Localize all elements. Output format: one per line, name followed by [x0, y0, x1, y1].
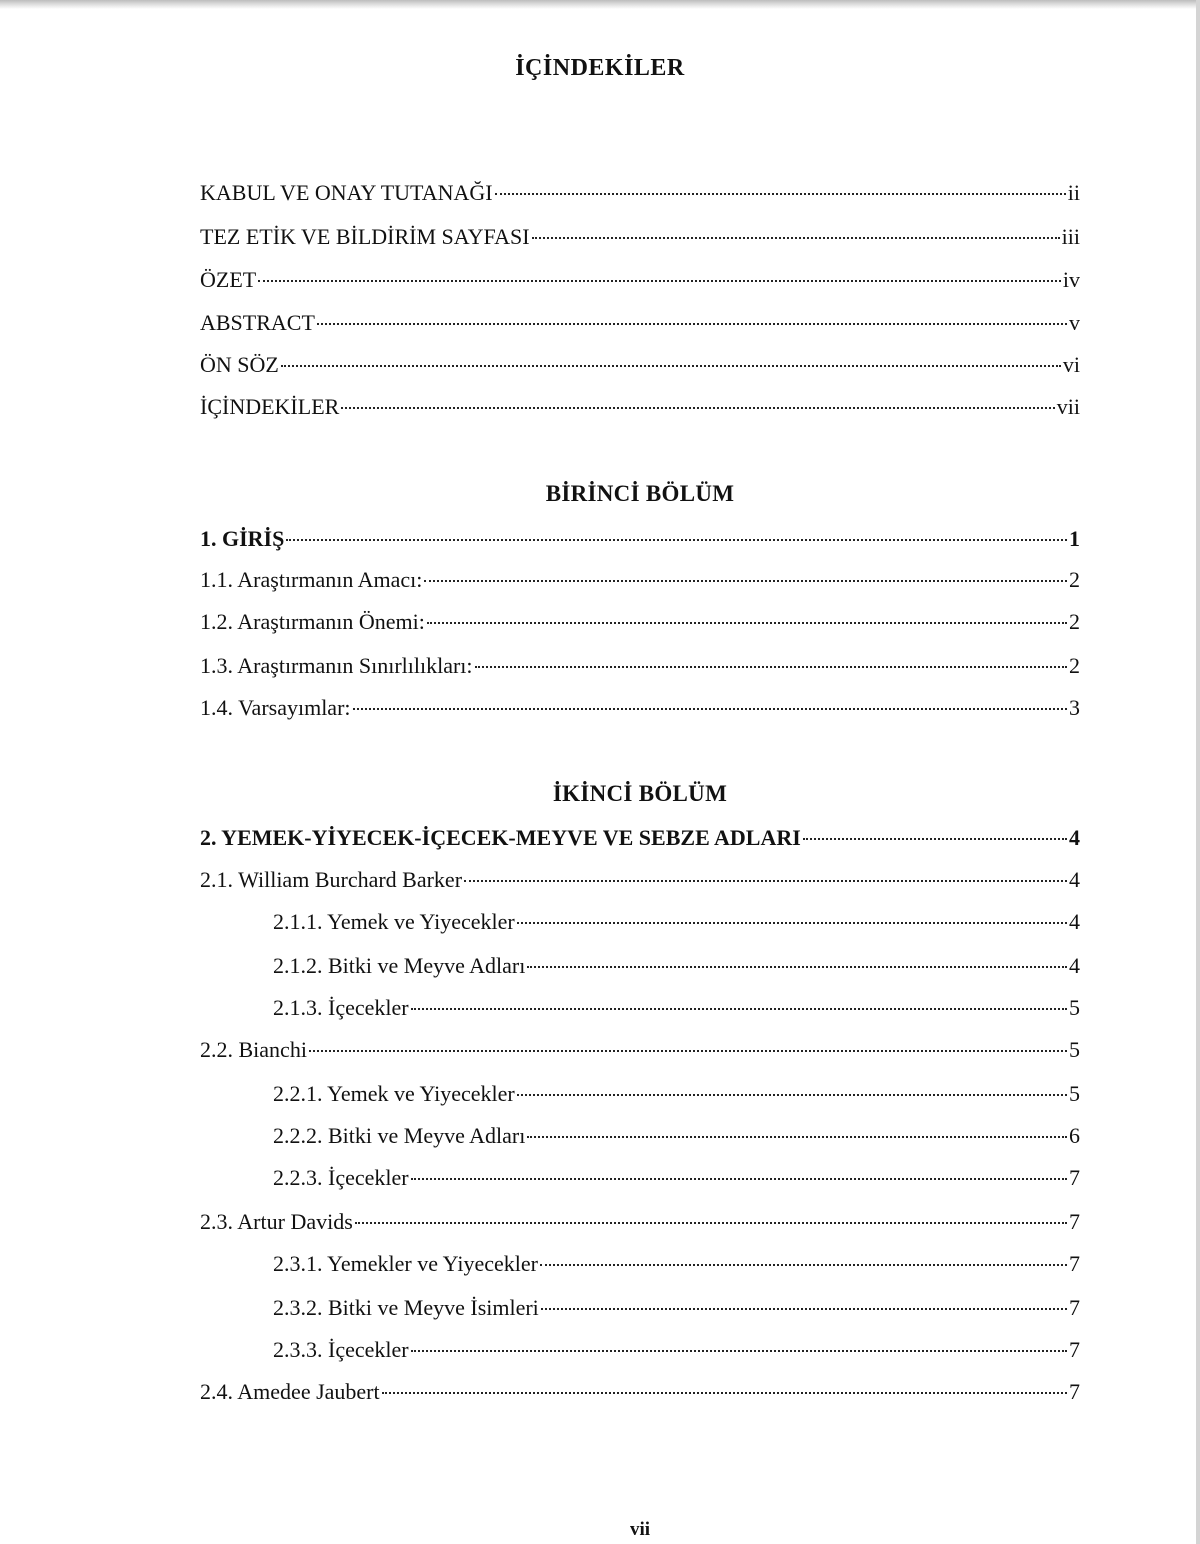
toc-entry-label: 1.2. Araştırmanın Önemi:: [200, 609, 425, 634]
toc-entry[interactable]: [200, 609, 1080, 639]
toc-dot-leader: [517, 1094, 1067, 1096]
toc-entry[interactable]: [200, 352, 1080, 382]
toc-dot-leader: [424, 580, 1067, 582]
toc-entry[interactable]: [273, 1081, 1080, 1111]
toc-entry-page: 4: [1069, 867, 1080, 892]
toc-entry-page: 7: [1069, 1337, 1080, 1362]
toc-entry-page: vi: [1062, 352, 1080, 377]
toc-entry-label: 2. YEMEK-YİYECEK-İÇECEK-MEYVE VE SEBZE ADLARI: [200, 825, 801, 850]
toc-dot-leader: [427, 622, 1067, 624]
toc-entry-page: 2: [1069, 567, 1080, 592]
toc-entry[interactable]: [200, 526, 1080, 556]
toc-entry-label: 1.1. Araştırmanın Amacı:: [200, 567, 423, 592]
page-title: İÇİNDEKİLER: [515, 55, 685, 81]
toc-entry-page: 4: [1069, 953, 1080, 978]
toc-dot-leader: [258, 280, 1061, 282]
toc-entry-page: iv: [1062, 267, 1080, 292]
toc-dot-leader: [341, 407, 1054, 409]
toc-entry[interactable]: [200, 653, 1080, 683]
toc-entry[interactable]: [200, 1209, 1080, 1239]
toc-entry-label: 2.2.3. İçecekler: [273, 1165, 409, 1190]
toc-entry-page: 7: [1069, 1251, 1080, 1276]
page-number: vii: [629, 1519, 651, 1540]
toc-entry-label: İÇİNDEKİLER: [200, 394, 340, 419]
toc-entry-label: 2.1.1. Yemek ve Yiyecekler: [273, 909, 515, 934]
toc-entry-label: 1.4. Varsayımlar:: [200, 695, 351, 720]
toc-entry-label: 2.2. Bianchi: [200, 1037, 307, 1062]
toc-entry[interactable]: [273, 1123, 1080, 1153]
toc-entry[interactable]: [200, 1037, 1080, 1067]
toc-entry-label: 2.3.3. İçecekler: [273, 1337, 409, 1362]
page-right-edge: [1196, 0, 1200, 1544]
toc-dot-leader: [281, 365, 1061, 367]
toc-entry-label: 2.3. Artur Davids: [200, 1209, 353, 1234]
toc-entry-label: 2.1.2. Bitki ve Meyve Adları: [273, 953, 526, 978]
toc-entry-label: 2.2.2. Bitki ve Meyve Adları: [273, 1123, 526, 1148]
toc-dot-leader: [286, 539, 1067, 541]
toc-entry-page: 7: [1069, 1165, 1080, 1190]
toc-entry-page: v: [1069, 310, 1080, 335]
toc-dot-leader: [532, 237, 1060, 239]
toc-entry-page: 2: [1069, 609, 1080, 634]
toc-entry-label: ABSTRACT: [200, 310, 315, 335]
toc-entry[interactable]: [200, 867, 1080, 897]
toc-entry[interactable]: [200, 310, 1080, 340]
toc-dot-leader: [309, 1050, 1067, 1052]
toc-dot-leader: [464, 880, 1067, 882]
toc-dot-leader: [541, 1308, 1067, 1310]
toc-entry[interactable]: [273, 909, 1080, 939]
toc-entry-label: 2.2.1. Yemek ve Yiyecekler: [273, 1081, 515, 1106]
toc-dot-leader: [527, 1136, 1067, 1138]
toc-dot-leader: [411, 1008, 1067, 1010]
chapter-heading: BİRİNCİ BÖLÜM: [545, 481, 735, 506]
toc-entry[interactable]: [273, 953, 1080, 983]
toc-entry-page: 5: [1069, 1037, 1080, 1062]
toc-entry[interactable]: [273, 995, 1080, 1025]
toc-entry[interactable]: [200, 394, 1080, 424]
toc-entry-page: ii: [1067, 180, 1080, 205]
toc-dot-leader: [411, 1178, 1067, 1180]
toc-entry[interactable]: [273, 1165, 1080, 1195]
toc-entry[interactable]: [200, 267, 1080, 297]
toc-dot-leader: [540, 1264, 1067, 1266]
toc-dot-leader: [353, 708, 1067, 710]
toc-entry-label: ÖZET: [200, 267, 257, 292]
chapter-heading: İKİNCİ BÖLÜM: [552, 781, 728, 806]
toc-entry-label: 2.4. Amedee Jaubert: [200, 1379, 380, 1404]
toc-entry[interactable]: [200, 825, 1080, 855]
toc-entry[interactable]: [200, 224, 1080, 254]
toc-entry-label: 1.3. Araştırmanın Sınırlılıkları:: [200, 653, 473, 678]
toc-dot-leader: [355, 1222, 1067, 1224]
toc-entry[interactable]: [200, 180, 1080, 210]
toc-entry-label: 2.1.3. İçecekler: [273, 995, 409, 1020]
toc-entry-page: 7: [1069, 1295, 1080, 1320]
toc-entry-page: iii: [1061, 224, 1080, 249]
toc-entry-label: 2.3.1. Yemekler ve Yiyecekler: [273, 1251, 538, 1276]
toc-dot-leader: [517, 922, 1067, 924]
toc-entry-page: 2: [1069, 653, 1080, 678]
toc-entry-page: 1: [1069, 526, 1080, 551]
toc-entry[interactable]: [200, 567, 1080, 597]
page-top-edge: [0, 0, 1200, 9]
toc-entry-label: ÖN SÖZ: [200, 352, 279, 377]
toc-entry-page: 5: [1069, 995, 1080, 1020]
toc-entry-label: 2.1. William Burchard Barker: [200, 867, 463, 892]
toc-entry-page: 7: [1069, 1209, 1080, 1234]
toc-entry-label: TEZ ETİK VE BİLDİRİM SAYFASI: [200, 224, 530, 249]
toc-entry-page: vii: [1056, 394, 1080, 419]
toc-entry[interactable]: [200, 1379, 1080, 1409]
toc-dot-leader: [495, 193, 1066, 195]
toc-entry-label: 1. GİRİŞ: [200, 526, 285, 551]
toc-entry-page: 3: [1069, 695, 1080, 720]
toc-entry[interactable]: [200, 695, 1080, 725]
toc-dot-leader: [527, 966, 1067, 968]
toc-entry-label: 2.3.2. Bitki ve Meyve İsimleri: [273, 1295, 539, 1320]
toc-entry[interactable]: [273, 1337, 1080, 1367]
toc-entry[interactable]: [273, 1251, 1080, 1281]
toc-entry-label: KABUL VE ONAY TUTANAĞI: [200, 180, 493, 205]
toc-entry[interactable]: [273, 1295, 1080, 1325]
toc-entry-page: 4: [1069, 909, 1080, 934]
toc-entry-page: 7: [1069, 1379, 1080, 1404]
toc-dot-leader: [317, 323, 1067, 325]
toc-dot-leader: [411, 1350, 1067, 1352]
toc-entry-page: 5: [1069, 1081, 1080, 1106]
toc-dot-leader: [382, 1392, 1067, 1394]
toc-entry-page: 4: [1069, 825, 1080, 850]
toc-dot-leader: [803, 838, 1067, 840]
toc-entry-page: 6: [1069, 1123, 1080, 1148]
toc-dot-leader: [475, 666, 1067, 668]
